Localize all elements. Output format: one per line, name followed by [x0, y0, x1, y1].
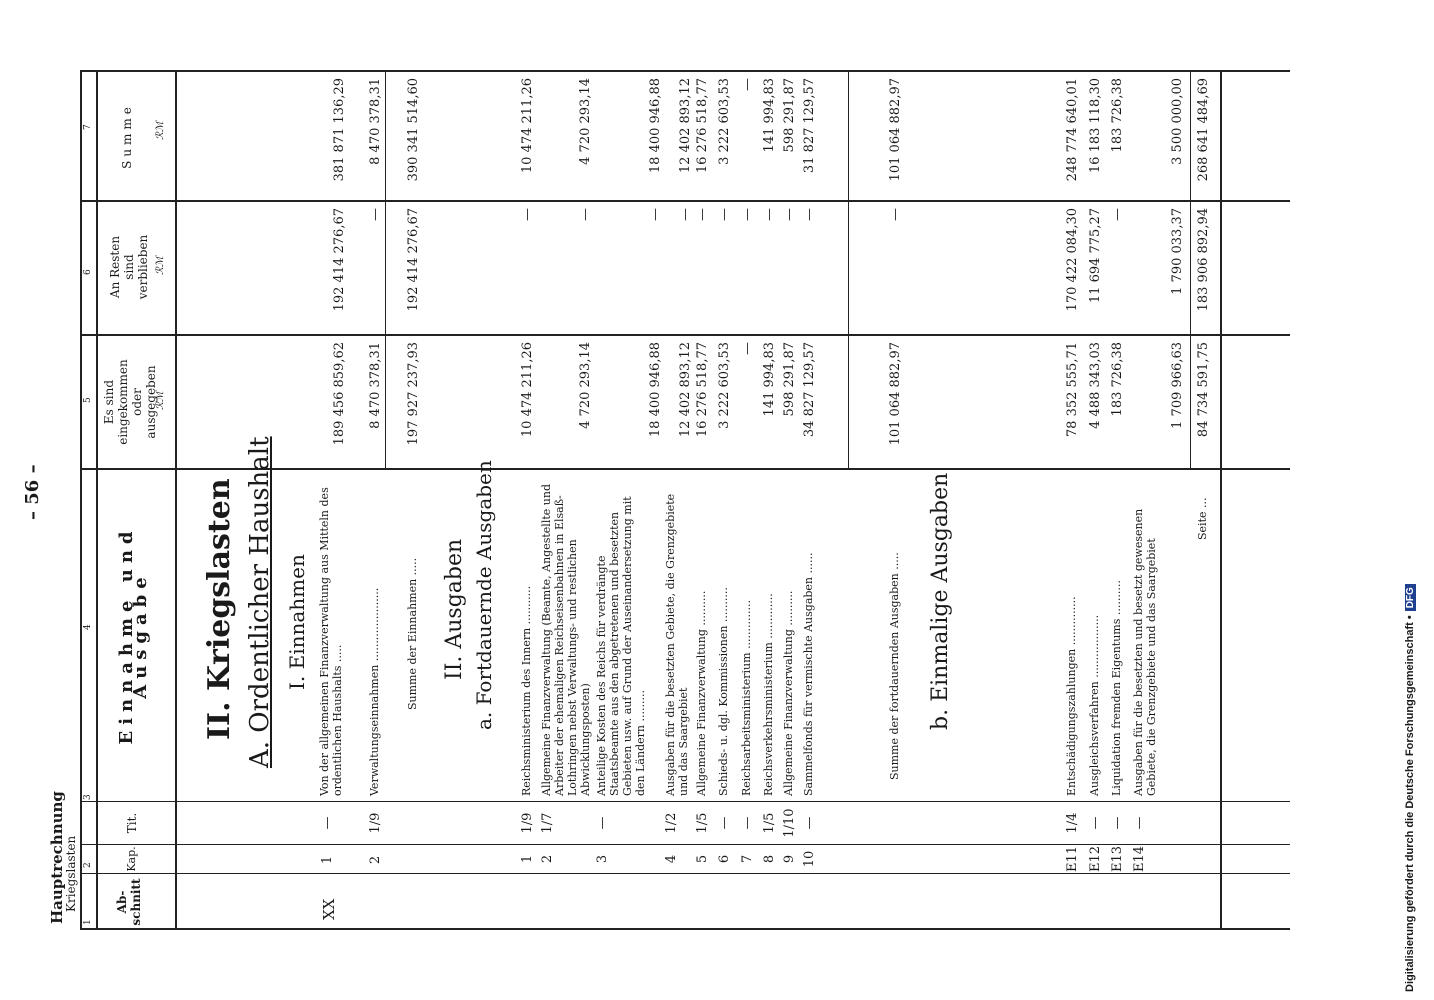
col7-value: 16 183 118,30 — [1088, 78, 1103, 174]
col6-value: 11 694 775,27 — [1088, 208, 1103, 304]
col6-value: — — [782, 208, 797, 221]
summe-fortdauernde-label: Summe der fortdauernden Ausgaben ..... — [888, 552, 901, 780]
running-head-subtitle: Kriegslasten — [64, 835, 78, 912]
seite-col7: 268 641 484,69 — [1196, 78, 1211, 182]
col6-value: — — [578, 208, 593, 221]
item-text: Von der allgemeinen Finanzverwaltung aus Mitteln des ordentlichen Haushalts ..... — [318, 487, 344, 796]
kap-cell: 9 — [782, 854, 797, 864]
col7-value: 3 500 000,00 — [1170, 78, 1185, 165]
col6-value: — — [740, 208, 755, 221]
col7-value: 10 474 211,26 — [520, 78, 535, 174]
item-text: Reichsverkehrsministerium ............. — [762, 593, 775, 796]
col7-value: 4 720 293,14 — [578, 78, 593, 165]
col5-value: 1 709 966,63 — [1170, 342, 1185, 429]
item-text: Ausgaben für die besetzten und besetzt gewesenen Gebiete, die Grenzgebiete und das Saargebiet — [1132, 508, 1158, 796]
page-number: – 56 – — [22, 464, 43, 520]
tit-cell: — — [802, 816, 817, 830]
col7-value: 248 774 640,01 — [1065, 78, 1080, 182]
column-number-3: 3 — [83, 794, 93, 800]
summe-einnahmen-col7: 390 341 514,60 — [406, 78, 421, 182]
abschnitt-label: XX — [320, 898, 338, 920]
col6-value: — — [1110, 208, 1125, 221]
col6-value: 1 790 033,37 — [1170, 208, 1185, 295]
header-col5: Es sind eingekommen oder ausgegeben — [102, 359, 158, 445]
col5-value: 141 994,83 — [762, 342, 777, 417]
tit-cell: 1/5 — [762, 812, 777, 834]
col7-value: 183 726,38 — [1110, 78, 1125, 153]
kap-cell: 5 — [695, 854, 710, 864]
col6-value: — — [802, 208, 817, 221]
unit-col6: ℛℳ — [155, 256, 166, 275]
tit-cell: 1/7 — [540, 812, 555, 834]
col7-value: 381 871 136,29 — [332, 78, 347, 182]
section-a-title: A. Ordentlicher Haushalt — [245, 436, 275, 768]
tit-cell: 1/5 — [695, 812, 710, 834]
tit-cell: — — [1132, 816, 1147, 830]
col5-value: 10 474 211,26 — [520, 342, 535, 438]
col6-value: — — [717, 208, 732, 221]
item-text: Ausgaben für die besetzten Gebiete, die Grenzgebiete und das Saargebiet — [664, 493, 690, 796]
tit-cell: — — [1088, 816, 1103, 830]
einmalige-title: b. Einmalige Ausgaben — [928, 472, 953, 730]
col6-value: 170 422 084,30 — [1065, 208, 1080, 312]
col7-value: 12 402 893,12 — [678, 78, 693, 174]
kap-cell: 1 — [320, 855, 335, 865]
seite-col5: 84 734 591,75 — [1196, 342, 1211, 438]
seite-label: Seite ... — [1196, 497, 1209, 540]
header-col7: Summe — [120, 103, 134, 169]
header-col6: An Resten sind verblieben — [108, 234, 150, 300]
tit-cell: 1/2 — [664, 812, 679, 834]
item-text: Schieds- u. dgl. Kommissionen .......... — [717, 587, 730, 796]
seite-col6: 183 906 892,94 — [1196, 208, 1211, 312]
col6-value: 192 414 276,67 — [332, 208, 347, 312]
col6-value: — — [648, 208, 663, 221]
fortdauernde-title: a. Fortdauernde Ausgaben — [472, 460, 496, 730]
item-text: Liquidation fremden Eigentums .......... — [1110, 580, 1123, 796]
col5-value: 78 352 555,71 — [1065, 342, 1080, 438]
col5-value: 3 222 603,53 — [717, 342, 732, 429]
col6-value: — — [678, 208, 693, 221]
column-number-7: 7 — [83, 124, 93, 130]
tit-cell: — — [595, 816, 610, 830]
col5-value: 598 291,87 — [782, 342, 797, 417]
tit-cell: 1/9 — [520, 812, 535, 834]
kap-cell: 7 — [740, 854, 755, 864]
item-text: Allgemeine Finanzverwaltung .......... — [695, 590, 708, 796]
item-text: Verwaltungseinnahmen ..................... — [368, 587, 381, 796]
summe-einnahmen-col6: 192 414 276,67 — [406, 208, 421, 312]
summe-fortdauernde-col7: 101 064 882,97 — [888, 78, 903, 182]
col7-value: 3 222 603,53 — [717, 78, 732, 165]
kap-cell: E14 — [1132, 845, 1147, 872]
column-number-2: 2 — [83, 862, 93, 868]
col7-value: — — [740, 78, 755, 91]
tit-cell: 1/10 — [782, 808, 797, 838]
col7-value: 16 276 518,77 — [695, 78, 710, 174]
col5-value: 34 827 129,57 — [802, 342, 817, 438]
col5-value: 16 276 518,77 — [695, 342, 710, 438]
column-number-4: 4 — [83, 624, 93, 630]
item-text: Sammelfonds für vermischte Ausgaben ...... — [802, 552, 815, 796]
unit-col5: ℛℳ — [155, 391, 166, 410]
kap-cell: E13 — [1110, 845, 1125, 872]
header-abschnitt: Ab-schnitt — [115, 878, 143, 926]
item-text: Anteilige Kosten des Reichs für verdrängte Staatsbeamte aus den abgetretenen und besetzten Gebieten usw. auf Grund der Auseinandersetzung mit den Ländern ......... — [595, 496, 647, 796]
item-text: Allgemeine Finanzverwaltung .......... — [782, 590, 795, 796]
ausgaben-title: II. Ausgaben — [442, 538, 467, 680]
kap-cell: 2 — [540, 854, 555, 864]
header-main: Einnahme und Ausgabe — [116, 525, 151, 745]
col7-value: 18 400 946,88 — [648, 78, 663, 174]
col5-value: 4 720 293,14 — [578, 342, 593, 429]
summe-fortdauernde-col5: 101 064 882,97 — [888, 342, 903, 446]
col5-value: 4 488 343,03 — [1088, 342, 1103, 429]
header-kap: Kap. — [125, 846, 138, 872]
kap-cell: E11 — [1065, 845, 1080, 872]
item-text: Entschädigungszahlungen .............. — [1065, 596, 1078, 796]
digitization-credit — [1404, 8, 1424, 992]
running-head-title: Hauptrechnung — [48, 791, 66, 924]
part-title: II. Kriegslasten — [202, 478, 237, 740]
col5-value: 18 400 946,88 — [648, 342, 663, 438]
col5-value: — — [740, 342, 755, 355]
column-number-6: 6 — [83, 269, 93, 275]
column-number-1: 1 — [83, 919, 93, 925]
item-text: Reichsarbeitsministerium .............. — [740, 599, 753, 796]
col6-value: — — [520, 208, 535, 221]
col5-value: 8 470 378,31 — [368, 342, 383, 429]
tit-cell: 1/4 — [1065, 812, 1080, 834]
unit-col7: ℛℳ — [155, 121, 166, 140]
kap-cell: 6 — [717, 854, 732, 864]
dfg-logo: DFG — [1405, 584, 1416, 611]
kap-cell: 8 — [762, 854, 777, 864]
col5-value: 183 726,38 — [1110, 342, 1125, 417]
col6-value: — — [762, 208, 777, 221]
kap-cell: 2 — [368, 855, 383, 865]
col5-value: 12 402 893,12 — [678, 342, 693, 438]
kap-cell: 10 — [802, 850, 817, 868]
col7-value: 31 827 129,57 — [802, 78, 817, 174]
tit-cell: — — [740, 816, 755, 830]
tit-cell: — — [320, 816, 335, 830]
col5-value: 189 456 859,62 — [332, 342, 347, 446]
summe-fortdauernde-col6: — — [888, 208, 903, 221]
tit-cell: — — [1110, 816, 1125, 830]
summe-einnahmen-col5: 197 927 237,93 — [406, 342, 421, 446]
col7-value: 141 994,83 — [762, 78, 777, 153]
summe-einnahmen-label: Summe der Einnahmen ..... — [406, 557, 419, 710]
item-text: Reichsministerium des Innern ........... — [520, 585, 533, 796]
item-text: Ausgleichsverfahren .................. — [1088, 614, 1101, 796]
rotated-document-page — [22, 70, 1310, 930]
item-text: Allgemeine Finanzverwaltung (Beamte, Angestellte und Arbeiter der ehemaligen Reichseisenbahnen in Elsaß-Lothringen nebst Verwaltungs- und restlichen Abwicklungsposten) — [540, 484, 592, 796]
tit-cell: — — [717, 816, 732, 830]
einnahmen-title: I. Einnahmen — [285, 554, 309, 690]
credit-text: Digitalisierung gefördert durch die Deutsche Forschungsgemeinschaft • — [1404, 615, 1416, 992]
kap-cell: E12 — [1088, 845, 1103, 872]
tit-cell: 1/9 — [368, 812, 383, 834]
kap-cell: 1 — [520, 854, 535, 864]
column-number-5: 5 — [83, 397, 93, 403]
col7-value: 598 291,87 — [782, 78, 797, 153]
kap-cell: 4 — [664, 854, 679, 864]
col6-value: — — [368, 208, 383, 221]
col7-value: 8 470 378,31 — [368, 78, 383, 165]
kap-cell: 3 — [595, 854, 610, 864]
header-tit: Tit. — [125, 812, 139, 834]
col6-value: — — [695, 208, 710, 221]
